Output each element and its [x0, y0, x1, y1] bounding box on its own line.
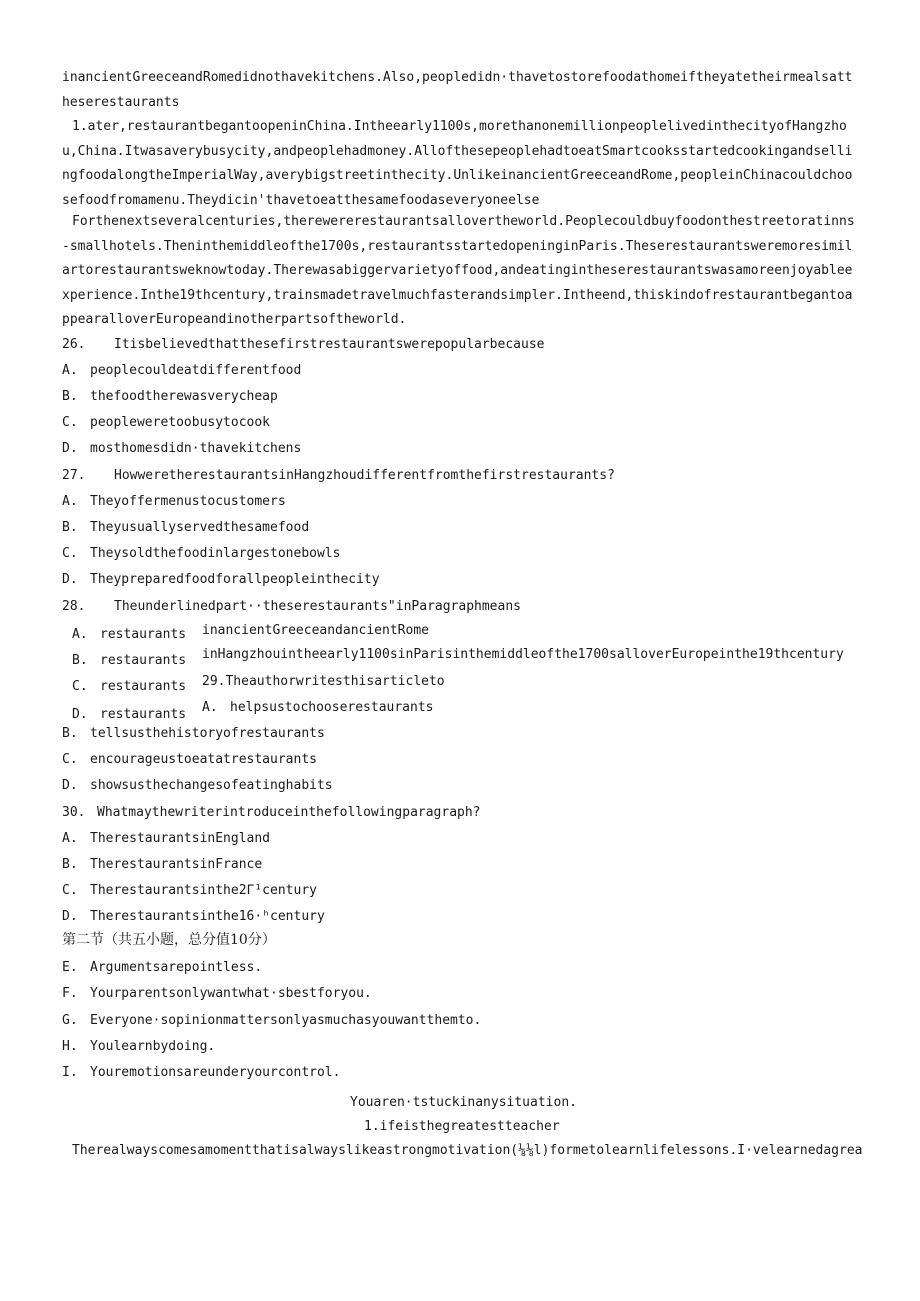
- passage-paragraph-1: inancientGreeceandRomedidnothavekitchens.Also,peopledidn·thavetostorefoodathomeiftheyatetheirmealsattheserestaurants: [62, 70, 853, 110]
- question-number: 29.: [202, 674, 226, 689]
- passage-paragraph-2: 1.ater,restaurantbegantoopeninChina.Intheearly1100s,morethanonemillionpeoplelivedinthecityofHangzhou,China.Itwasaverybusycity,andpeoplehadmoney.AllofthesepeoplehadtoeatSmartcooksstartedcookingandsellingfoodalongtheImperialWay,averybigstreetinthecity.UnlikeinancientGreeceandRome,peopleinChinacouldchoosefoodfromamenu.Theydicin'thavetoeatthesamefoodaseveryoneelse: [62, 119, 853, 208]
- option-28-a: A. restaurants: [72, 627, 187, 642]
- question-number: 30.: [62, 805, 86, 820]
- passage-line: Therealwayscomesamomentthatisalwayslikeastrongmotivation(⅛⅛l)formetolearnlifelessons.I·velearnedagrea: [72, 1143, 863, 1158]
- option-28-detail-b: inHangzhouintheearly1100sinParisinthemiddleofthe1700salloverEuropeinthe19thcentury: [202, 647, 844, 662]
- question-29: [202, 673, 445, 691]
- option-28-d: D. restaurants: [72, 707, 187, 720]
- option-h: H. Youlearnbydoing.: [62, 1039, 216, 1054]
- question-stem: Theunderlinedpart··theserestaurants"inParagraphmeans: [114, 599, 521, 614]
- option-28-c: C. restaurants: [72, 679, 187, 694]
- option-26-a: A. peoplecouldeatdifferentfood: [62, 363, 302, 378]
- question-30: [62, 804, 481, 822]
- option-i: I. Youremotionsareunderyourcontrol.: [62, 1065, 341, 1080]
- question-stem: Itisbelievedthatthesefirstrestaurantswerepopularbecause: [114, 337, 545, 352]
- option-30-d: D. Therestaurantsinthe16·ʰcentury: [62, 909, 325, 924]
- option-29-d: D. showsusthechangesofeatinghabits: [62, 778, 333, 793]
- passage-subheading-2: 1.ifeisthegreatestteacher: [364, 1119, 560, 1134]
- question-number: 26.: [62, 337, 86, 352]
- option-27-d: D. Theypreparedfoodforallpeopleinthecity: [62, 572, 380, 587]
- option-27-a: A. Theyoffermenustocustomers: [62, 494, 286, 509]
- question-number: 28.: [62, 599, 86, 614]
- question-26: [62, 336, 544, 354]
- option-26-b: B. thefoodtherewasverycheap: [62, 389, 278, 404]
- question-stem: HowweretherestaurantsinHangzhoudifferentfromthefirstrestaurants?: [114, 468, 615, 483]
- question-28: [62, 598, 521, 616]
- option-26-d: D. mosthomesdidn·thavekitchens: [62, 441, 302, 456]
- passage-subheading-1: Youaren·tstuckinanysituation.: [350, 1095, 577, 1110]
- question-number: 27.: [62, 468, 86, 483]
- passage-paragraph-3: Forthenextseveralcenturies,therewererestaurantsallovertheworld.Peoplecouldbuyfoodonthestreetoratinns-smallhotels.Theninthemiddleofthe1700s,restaurantsstartedopeninginParis.Theserestaurantsweremoresimilartorestaurantsweknowtoday.Therewasabiggervarietyoffood,andeatingintheserestaurantswasamoreenjoyableexperience.Inthe19thcentury,trainsmadetravelmuchfasterandsimpler.Intheend,thiskindofrestaurantbegantoappearalloverEuropeandinotherpartsoftheworld.: [62, 214, 855, 327]
- option-26-c: C. peopleweretoobusytocook: [62, 415, 271, 430]
- option-27-b: B. Theyusuallyservedthesamefood: [62, 520, 310, 535]
- section-2-heading: 第二节（共五小题，总分值10分）: [62, 932, 276, 948]
- question-27: [62, 467, 615, 485]
- question-stem: Theauthorwritesthisarticleto: [225, 674, 445, 689]
- option-g: G. Everyone·sopinionmattersonlyasmuchasyouwantthemto.: [62, 1013, 482, 1028]
- question-stem: Whatmaythewriterintroduceinthefollowingparagraph?: [97, 805, 481, 820]
- option-29-c: C. encourageustoeatatrestaurants: [62, 752, 317, 767]
- option-30-c: C. Therestaurantsinthe2Γ¹century: [62, 883, 317, 898]
- option-30-a: A. TherestaurantsinEngland: [62, 831, 271, 846]
- option-29-b: B. tellsusthehistoryofrestaurants: [62, 726, 325, 741]
- option-28-b: B. restaurants: [72, 653, 187, 668]
- option-29-a: A. helpsustochooserestaurants: [202, 700, 434, 715]
- option-28-detail-a: inancientGreeceandancientRome: [202, 623, 429, 638]
- option-f: F. Yourparentsonlywantwhat·sbestforyou.: [62, 986, 372, 1001]
- option-e: E. Argumentsarepointless.: [62, 960, 263, 975]
- option-30-b: B. TherestaurantsinFrance: [62, 857, 263, 872]
- option-27-c: C. Theysoldthefoodinlargestonebowls: [62, 546, 341, 561]
